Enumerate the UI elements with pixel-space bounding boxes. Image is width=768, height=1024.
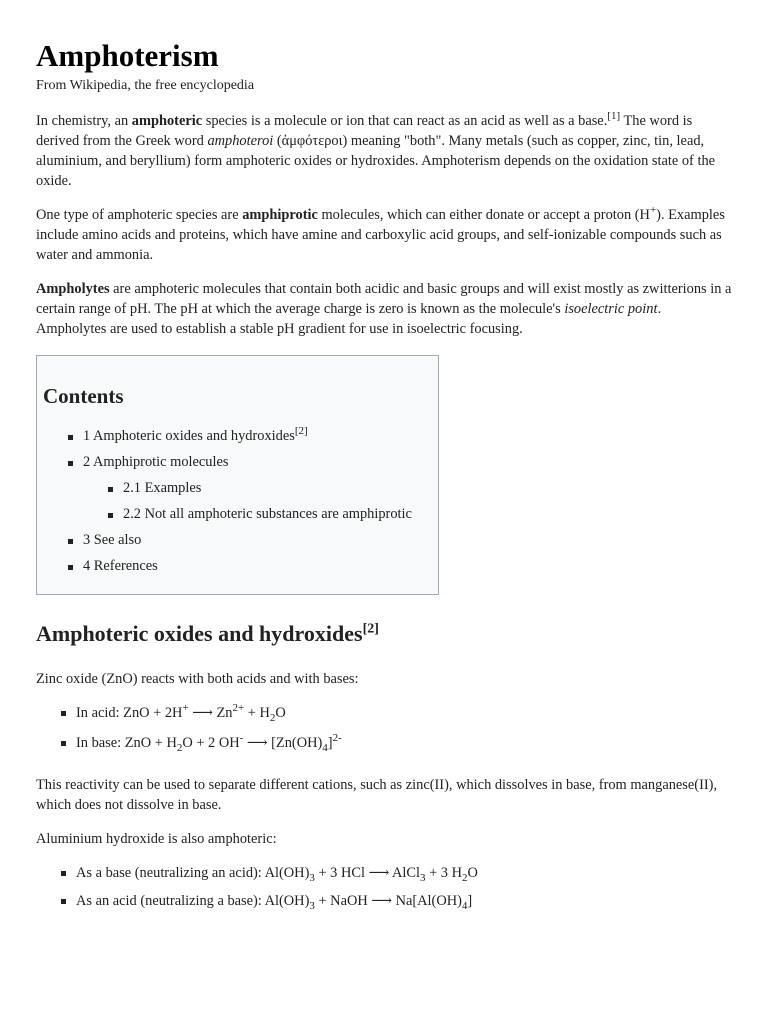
toc-item[interactable] (43, 527, 432, 553)
text: + H (244, 705, 270, 721)
text: ] (467, 893, 473, 909)
text: + NaOH ⟶ Na[Al(OH) (314, 893, 462, 909)
bullet-icon (108, 487, 113, 492)
table-of-contents (36, 355, 439, 595)
bullet-icon (61, 711, 66, 716)
subscript: 2 (176, 741, 183, 754)
bold-term: Ampholytes (36, 281, 110, 297)
italic-term: amphoteroi (207, 133, 274, 149)
tagline: From Wikipedia, the free encyclopedia (36, 78, 255, 93)
toc-list (43, 423, 432, 579)
text: As a base (neutralizing an acid): Al(OH) (76, 865, 310, 881)
toc-item[interactable] (43, 449, 432, 475)
subscript: 3 (309, 899, 315, 912)
bullet-icon (68, 435, 73, 440)
superscript: 2- (332, 732, 342, 745)
subscript: 2 (462, 871, 468, 884)
text: In acid: ZnO + 2H (76, 705, 183, 721)
subscript: 2 (269, 711, 276, 724)
text: ). Examples include amino acids and proteins, which have amine and carboxylic acid groups, and self-ionizable compounds such as water and ammonia. (36, 207, 725, 263)
text: + 3 H (425, 865, 462, 881)
text: O + 2 OH (182, 735, 240, 751)
text: ⟶ [Zn(OH) (243, 735, 323, 751)
aluminium-reactions (36, 863, 732, 911)
text: In base: ZnO + H (76, 735, 177, 751)
section-heading-text: Amphoteric oxides and hydroxides (36, 621, 363, 646)
text: O (275, 705, 286, 721)
bullet-icon (68, 461, 73, 466)
toc-subitem[interactable] (43, 501, 432, 527)
superscript: + (649, 204, 657, 217)
toc-subitem[interactable] (43, 475, 432, 501)
italic-term: isoelectric point (564, 301, 658, 317)
intro-paragraph-3 (36, 279, 732, 339)
bullet-icon (68, 565, 73, 570)
bold-term: amphoteric (131, 113, 203, 129)
superscript: + (182, 702, 189, 715)
toc-item-label[interactable]: 4 References (83, 558, 158, 574)
reference-link[interactable]: [1] (607, 110, 621, 123)
text: ⟶ Zn (188, 705, 233, 721)
page-title: Amphoterism (36, 38, 219, 73)
separation-paragraph: This reactivity can be used to separate different cations, such as zinc(II), which dissolves in base, from manganese(II), which does not dissolve in base. (36, 777, 718, 813)
subscript: 4 (461, 899, 468, 912)
reaction-item (36, 733, 732, 753)
intro-paragraph-1 (36, 111, 732, 191)
section-heading (36, 620, 732, 648)
toc-item[interactable] (43, 553, 432, 579)
toc-item-label[interactable]: 1 Amphoteric oxides and hydroxides (83, 428, 295, 444)
zinc-intro: Zinc oxide (ZnO) reacts with both acids and with bases: (36, 671, 359, 687)
aluminium-intro: Aluminium hydroxide is also amphoteric: (36, 831, 277, 847)
reaction-item (36, 891, 732, 911)
text: are amphoteric molecules that contain both acidic and basic groups and will exist mostly as zwitterions in a certain range of pH. The pH at which the average charge is zero is known as the molecule's (36, 281, 732, 317)
bullet-icon (61, 899, 66, 904)
toc-item-label[interactable]: 2.2 Not all amphoteric substances are amphiprotic (123, 506, 412, 522)
bullet-icon (68, 539, 73, 544)
text: The word is derived from the Greek word (36, 113, 693, 149)
bullet-icon (61, 871, 66, 876)
intro-paragraph-2 (36, 205, 732, 265)
reaction-item (36, 863, 732, 883)
subscript: 3 (420, 871, 426, 884)
toc-item[interactable] (43, 423, 432, 449)
toc-item-label[interactable]: 2.1 Examples (123, 480, 202, 496)
toc-item-label[interactable]: 2 Amphiprotic molecules (83, 454, 229, 470)
text: . Ampholytes are used to establish a stable pH gradient for use in isoelectric focusing. (36, 301, 662, 337)
subscript: 4 (322, 741, 328, 754)
text: One type of amphoteric species are (36, 207, 243, 223)
text: species is a molecule or ion that can react as an acid as well as a base. (202, 113, 608, 129)
toc-title: Contents (43, 384, 124, 408)
text: O (467, 865, 478, 881)
text: (ἀμφότεροι) meaning "both". Many metals (such as copper, zinc, tin, lead, aluminium, and beryllium) form amphoteric oxides or hydroxides. Amphoterism depends on the oxidation state of the oxide. (36, 133, 716, 189)
bullet-icon (61, 741, 66, 746)
superscript: - (239, 732, 244, 745)
text: ] (327, 735, 333, 751)
subscript: 3 (309, 871, 315, 884)
text: + 3 HCl ⟶ AlCl (314, 865, 420, 881)
text: molecules, which can either donate or accept a proton (H (317, 207, 650, 223)
toc-item-label[interactable]: 3 See also (83, 532, 142, 548)
superscript: 2+ (232, 702, 245, 715)
reference-link[interactable]: [2] (362, 621, 379, 637)
bold-term: amphiprotic (242, 207, 318, 223)
reaction-item (36, 703, 732, 723)
text: In chemistry, an (36, 113, 132, 129)
zinc-reactions (36, 703, 732, 753)
text: As an acid (neutralizing a base): Al(OH) (76, 893, 310, 909)
toc-item-ref: [2] (294, 425, 308, 438)
bullet-icon (108, 513, 113, 518)
